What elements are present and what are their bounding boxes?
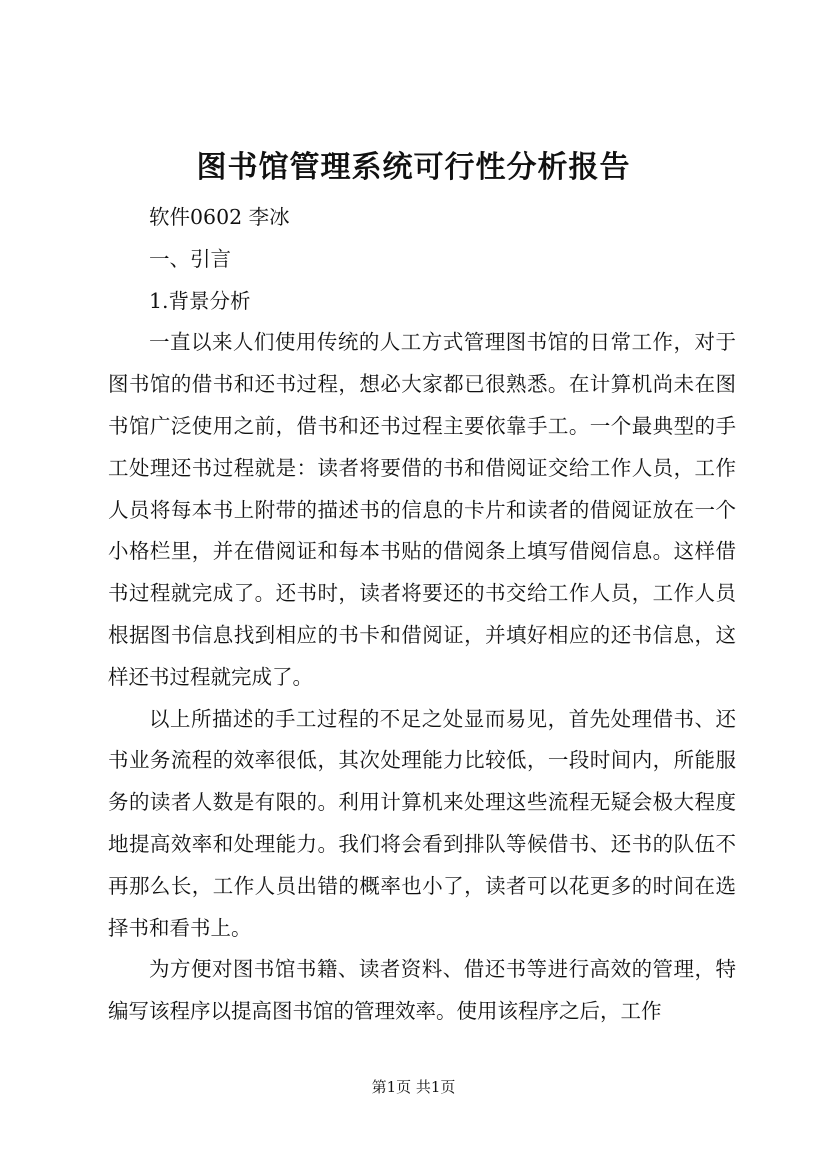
subsection-heading: 1.背景分析: [149, 288, 251, 313]
document-title: 图书馆管理系统可行性分析报告: [196, 150, 631, 185]
body-paragraph: 以上所描述的手工过程的不足之处显而易见，首先处理借书、还书业务流程的效率很低，其次处理能力比较低，一段时间内，所能服务的读者人数是有限的。利用计算机来处理这些流程无疑会极大程度地提高效率和处理能力。我们将会看到排队等候借书、还书的队伍不再那么长，工作人员出错的概率也小了，读者可以花更多的时间在选择书和看书上。: [108, 706, 736, 940]
section-heading: 一、引言: [149, 246, 231, 271]
body-paragraph: 一直以来人们使用传统的人工方式管理图书馆的日常工作，对于图书馆的借书和还书过程，想必大家都已很熟悉。在计算机尚未在图书馆广泛使用之前，借书和还书过程主要依靠手工。一个最典型的手工处理还书过程就是：读者将要借的书和借阅证交给工作人员，工作人员将每本书上附带的描述书的信息的卡片和读者的借阅证放在一个小格栏里，并在借阅证和每本书贴的借阅条上填写借阅信息。这样借书过程就完成了。还书时，读者将要还的书交给工作人员，工作人员根据图书信息找到相应的书卡和借阅证，并填好相应的还书信息，这样还书过程就完成了。: [108, 330, 736, 689]
document-body: [108, 197, 736, 1033]
page-footer: 第1页 共1页: [371, 1078, 456, 1096]
body-paragraph: 为方便对图书馆书籍、读者资料、借还书等进行高效的管理，特编写该程序以提高图书馆的管理效率。使用该程序之后，工作: [108, 957, 736, 1024]
author-line: 软件0602 李冰: [149, 205, 290, 229]
